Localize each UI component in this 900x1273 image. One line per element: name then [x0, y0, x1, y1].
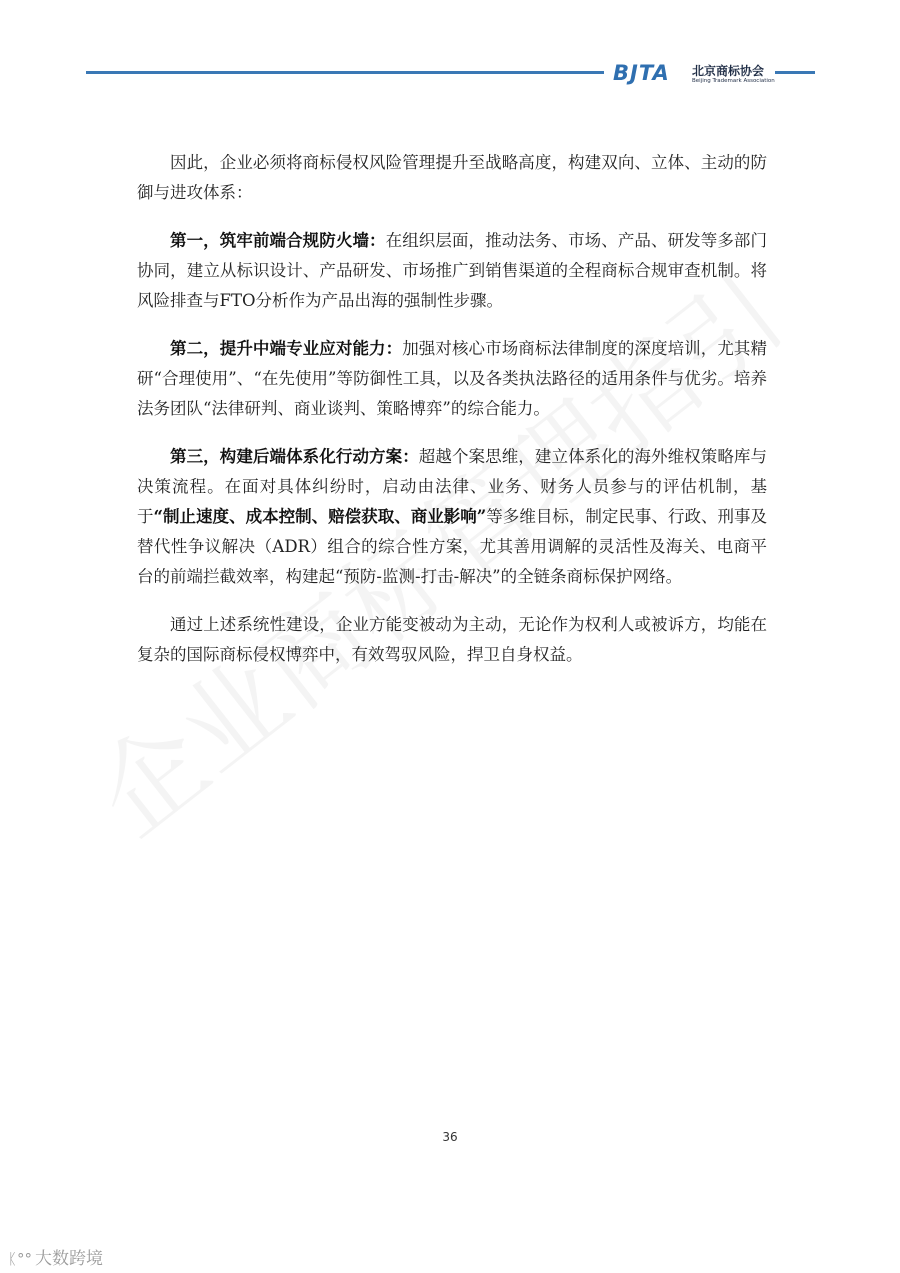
paragraph-text: 等多维目标，制定民事、行政、刑事及替代性争议解决（ADR）组合的综合性方案，尤其善用调解的灵活性及海关、电商平台的前端拦截效率，构建起“预防-监测-打击-解决”的全链条商标保护网络。 [137, 507, 768, 586]
paragraph-conclusion [137, 610, 767, 670]
logo-mark: BJTA [613, 61, 670, 85]
paragraph-text: 在组织层面，推动法务、市场、产品、研发等多部门协同，建立从标识设计、产品研发、市场推广到销售渠道的全程商标合规审查机制。将风险排查与FTO分析作为产品出海的强制性步骤。 [137, 231, 768, 310]
association-logo [613, 60, 775, 88]
source-watermark [8, 1244, 103, 1269]
paragraph-text: 加强对核心市场商标法律制度的深度培训，尤其精研“合理使用”、“在先使用”等防御性工具，以及各类执法路径的适用条件与优劣。培养法务团队“法律研判、商业谈判、策略博弈”的综合能力。 [137, 339, 768, 418]
page-number: 36 [442, 1130, 458, 1144]
source-watermark-text: 大数跨境 [35, 1249, 104, 1269]
logo-name-cn: 北京商标协会 [692, 64, 765, 78]
paragraph-intro [137, 148, 767, 208]
paragraph-text: 通过上述系统性建设，企业方能变被动为主动，无论作为权利人或被诉方，均能在复杂的国际商标侵权博弈中，有效驾驭风险，捍卫自身权益。 [137, 615, 767, 664]
document-body [137, 148, 767, 688]
logo-name-en: Beijing Trademark Association [692, 78, 775, 84]
paragraph-third [137, 442, 767, 592]
paragraph-lead: 第一，筑牢前端合规防火墙： [170, 231, 386, 250]
header-rule-right [775, 71, 815, 74]
header-rule-left [86, 71, 604, 74]
logo-icon: ᛕ°° [8, 1250, 33, 1268]
paragraph-second [137, 334, 767, 424]
paragraph-text: 超越个案思维，建立体系化的海外维权策略库与决策流程。在面对具体纠纷时，启动由法律、业务、财务人员参与的评估机制，基于 [137, 447, 768, 526]
paragraph-emphasis: “制止速度、成本控制、赔偿获取、商业影响” [153, 507, 487, 526]
paragraph-text: 因此，企业必须将商标侵权风险管理提升至战略高度，构建双向、立体、主动的防御与进攻体系： [137, 153, 767, 202]
paragraph-first [137, 226, 767, 316]
paragraph-lead: 第二，提升中端专业应对能力： [170, 339, 403, 358]
paragraph-lead: 第三，构建后端体系化行动方案： [170, 447, 419, 466]
